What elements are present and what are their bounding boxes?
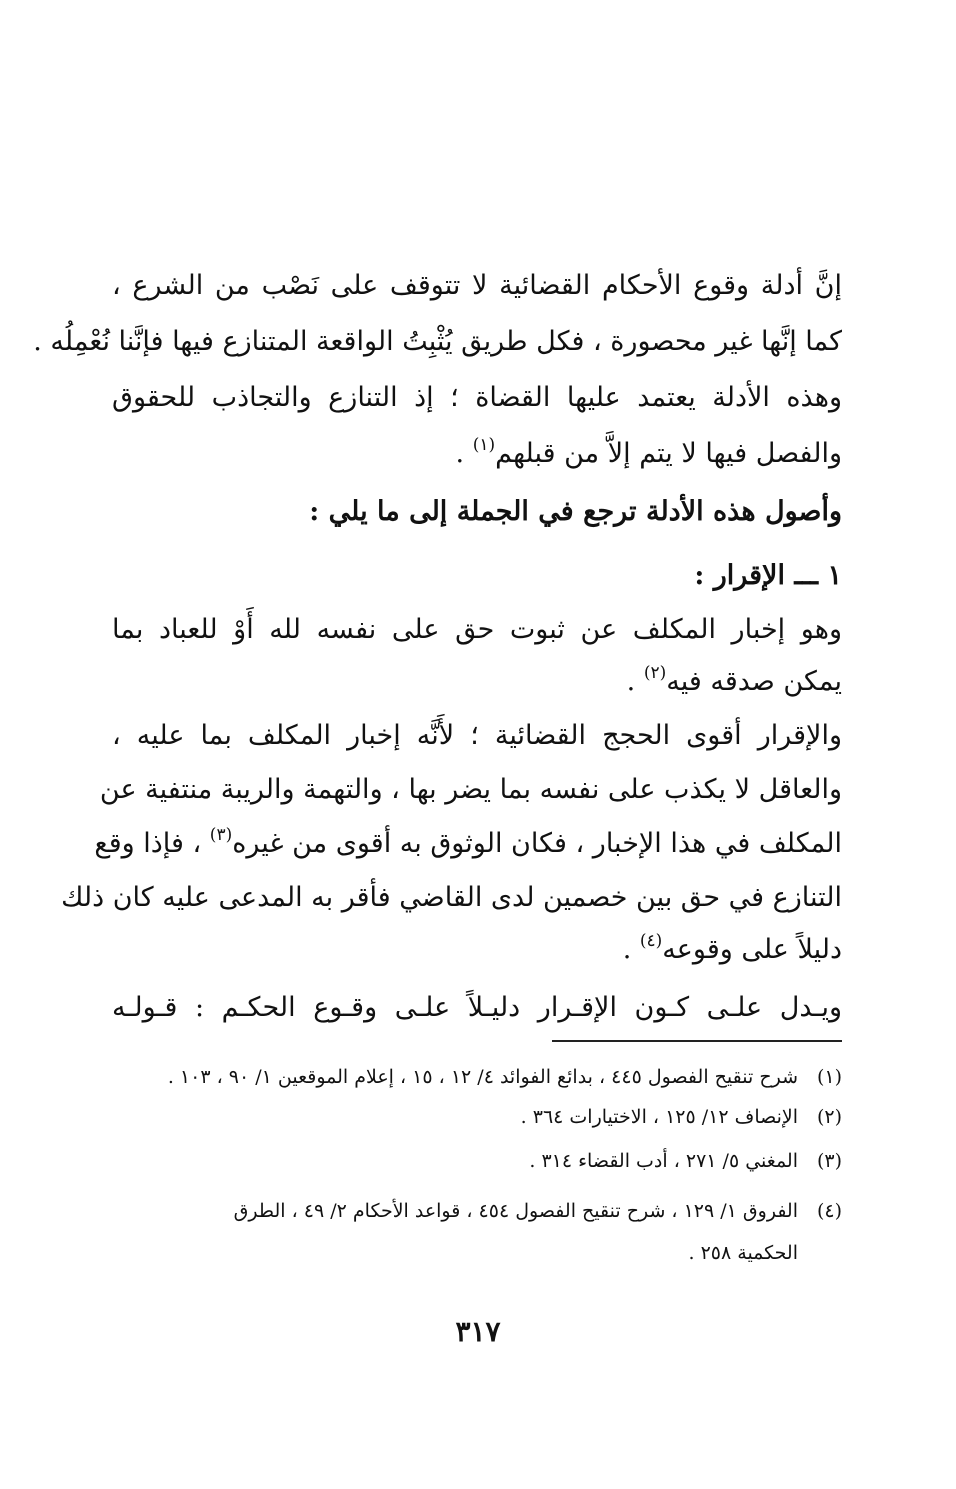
footnote-1-number: (١) — [816, 1066, 842, 1088]
body-line-4 — [112, 430, 842, 478]
footnote-ref-2: (٢) — [643, 663, 667, 683]
footnote-ref-4: (٤) — [639, 931, 663, 951]
body-line-11-text: المكلف في هذا الإخبار ، فكان الوثوق به أقوى من غيره — [232, 828, 842, 859]
body-line-8-text: يمكن صدقه فيه — [666, 666, 842, 697]
footnote-1-text: شرح تنقيح الفصول ٤٤٥ ، بدائع الفوائد ٤/ ١٢ ، ١٥ ، إعلام الموقعين ١/ ٩٠ ، ١٠٣ . — [167, 1066, 798, 1088]
footnote-2 — [112, 1100, 842, 1134]
page-number: ٣١٧ — [455, 1315, 501, 1348]
body-line-13-tail: . — [622, 934, 640, 965]
body-line-11-tail: ، فإذا وقع — [94, 828, 210, 859]
body-line-9: والإقرار أقوى الحجج القضائية ؛ لأَنَّه إخبار المكلف بما عليه ، — [112, 720, 842, 751]
footnote-3-number: (٣) — [816, 1150, 842, 1172]
footnote-2-number: (٢) — [816, 1106, 842, 1128]
footnote-4-text: الفروق ١/ ١٢٩ ، شرح تنقيح الفصول ٤٥٤ ، قواعد الأحكام ٢/ ٤٩ ، الطرق — [233, 1200, 798, 1222]
footnote-3 — [112, 1144, 842, 1178]
body-line-12: التنازع في حق بين خصمين لدى القاضي فأقر به المدعى عليه كان ذلك — [61, 882, 842, 913]
body-line-13-text: دليلاً على وقوعه — [662, 934, 842, 965]
body-line-2: كما إنَّها غير محصورة ، فكل طريق يُثْبِتُ الواقعة المتنازع فيها فإنَّنا نُعْمِلُه . — [33, 326, 842, 357]
footnote-4 — [112, 1194, 842, 1228]
body-line-8 — [112, 658, 842, 706]
body-line-10: والعاقل لا يكذب على نفسه بما يضر بها ، والتهمة والريبة منتفية عن — [99, 774, 842, 805]
footnote-3-text: المغني ٥/ ٢٧١ ، أدب القضاء ٣١٤ . — [529, 1150, 798, 1172]
footnote-2-text: الإنصاف ١٢/ ١٢٥ ، الاختيارات ٣٦٤ . — [520, 1106, 798, 1128]
body-line-13 — [112, 926, 842, 974]
footnote-ref-3: (٣) — [209, 825, 233, 845]
body-line-11 — [94, 820, 842, 868]
body-line-4-tail: . — [455, 438, 473, 469]
body-line-14: ويـدل علـى كـون الإقـرار دليـلاً علـى وقـوع الحكـم : قـولـه — [112, 992, 842, 1023]
footnote-1 — [112, 1060, 842, 1094]
body-line-8-tail: . — [626, 666, 644, 697]
footnote-4-continuation: الحكمية ٢٥٨ . — [688, 1242, 798, 1264]
body-line-3: وهذه الأدلة يعتمد عليها القضاة ؛ إذ التنازع والتجاذب للحقوق — [112, 382, 842, 413]
section-heading-iqrar: ١ ـــ الإقرار : — [694, 560, 842, 591]
footnote-4-number: (٤) — [816, 1200, 842, 1222]
body-line-4-text: والفصل فيها لا يتم إلاَّ من قبلهم — [495, 438, 842, 469]
body-line-1: إنَّ أدلة وقوع الأحكام القضائية لا تتوقف على نَصْب من الشرع ، — [112, 270, 842, 301]
body-line-7: وهو إخبار المكلف عن ثبوت حق على نفسه لله أَوْ للعباد بما — [112, 614, 842, 645]
footnote-separator — [552, 1040, 842, 1042]
footnote-ref-1: (١) — [472, 435, 496, 455]
section-intro-heading: وأصول هذه الأدلة ترجع في الجملة إلى ما يلي : — [309, 496, 842, 527]
